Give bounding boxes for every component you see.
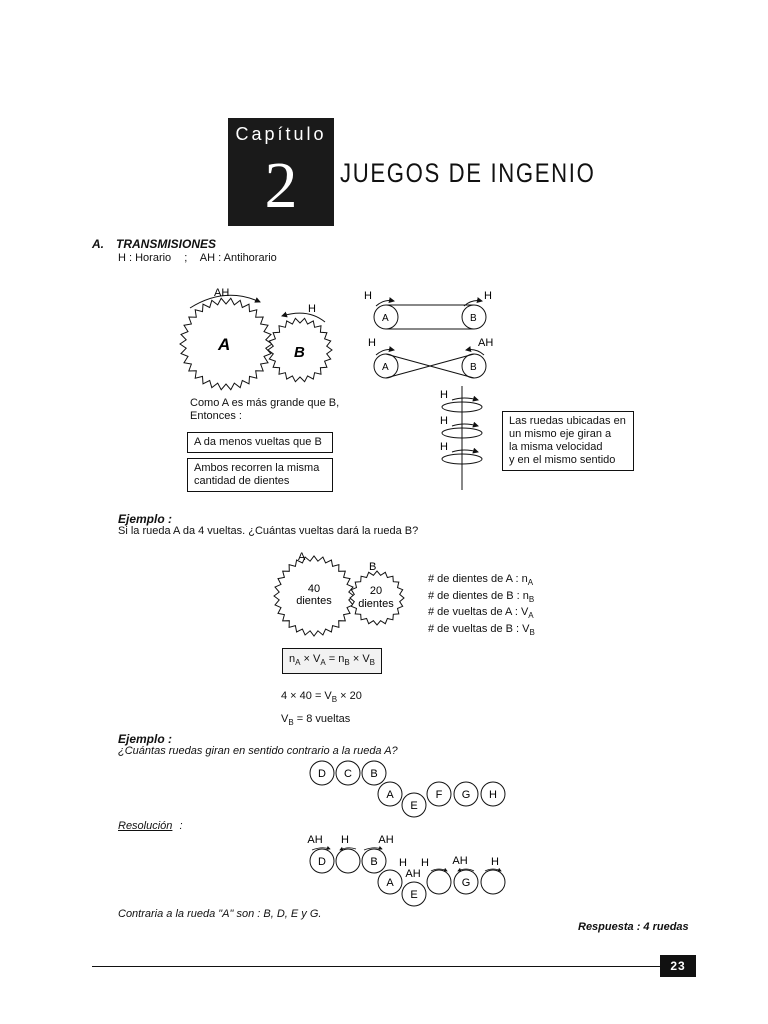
svg-text:D: D (318, 768, 326, 780)
chapter-label: Capítulo (235, 124, 327, 144)
gear-b-dir: H (308, 303, 316, 315)
svg-text:AH: AH (307, 834, 323, 846)
conclusion: Contraria a la rueda "A" son : B, D, E y G. (118, 908, 322, 920)
comparison-box-2: Ambos recorren la misma cantidad de dientes (187, 458, 333, 492)
comparison-box-1: A da menos vueltas que B (187, 432, 333, 453)
definitions: # de dientes de A : $n_A$ # de dientes de B : $n_B$ # de vueltas de A : $V_A$ # de vueltas de B : $V_B$ (428, 573, 535, 638)
svg-text:40: 40 (307, 583, 321, 595)
example2-heading: Ejemplo : (118, 732, 173, 746)
svg-text:AH: AH (452, 855, 468, 867)
svg-text:H: H (440, 415, 448, 427)
svg-text:A: A (382, 313, 389, 324)
chapter-box (228, 118, 334, 226)
svg-text:H: H (440, 389, 448, 401)
gear-a-label: A (218, 335, 231, 354)
legend-sep: ; (184, 252, 188, 264)
chapter-title: JUEGOS DE INGENIO (340, 158, 596, 188)
belt-diagrams (360, 286, 510, 496)
svg-text:B: B (470, 362, 477, 373)
wheel-chain (300, 760, 520, 820)
step2: $V_B = 8$ vueltas (281, 713, 351, 728)
resolution-label: Resolución : (118, 820, 183, 832)
svg-text:C: C (344, 768, 352, 780)
svg-text:F: F (435, 789, 443, 801)
svg-text:dientes: dientes (358, 598, 394, 610)
svg-text:AH: AH (478, 337, 494, 349)
svg-text:E: E (410, 800, 418, 812)
svg-text:H: H (484, 290, 492, 302)
formula-box: $n_A \times V_A = n_B \times V_B$ (282, 648, 382, 674)
legend-h: H : Horario (118, 252, 172, 264)
gear-b-label: B (294, 344, 305, 361)
section-letter: A. (92, 237, 104, 251)
svg-text:E: E (410, 889, 418, 901)
svg-text:G: G (461, 789, 471, 801)
svg-text:H: H (364, 290, 372, 302)
svg-text:AH: AH (378, 834, 394, 846)
svg-text:H: H (440, 441, 448, 453)
answer: Respuesta : 4 ruedas (578, 921, 689, 933)
example1-heading: Ejemplo : (118, 512, 173, 526)
svg-text:B: B (370, 856, 378, 868)
svg-text:H: H (399, 857, 407, 869)
axle-note-box: Las ruedas ubicadas en un mismo eje giran a la misma velocidad y en el mismo sentido (502, 411, 634, 471)
svg-text:AH: AH (405, 868, 421, 880)
svg-text:B: B (470, 313, 477, 324)
svg-text:G: G (461, 877, 471, 889)
svg-text:A: A (386, 877, 394, 889)
svg-text:20: 20 (369, 585, 383, 597)
direction-legend (118, 252, 277, 264)
resolution-chain (300, 830, 520, 910)
svg-text:A: A (382, 362, 389, 373)
svg-text:B: B (369, 561, 377, 573)
svg-text:A: A (386, 789, 394, 801)
svg-text:H: H (421, 857, 429, 869)
example1-gears (266, 550, 416, 640)
svg-text:D: D (318, 856, 326, 868)
svg-text:H: H (491, 856, 499, 868)
svg-text:B: B (370, 768, 378, 780)
svg-text:H: H (489, 789, 497, 801)
example2-question: ¿Cuántas ruedas giran en sentido contrario a la rueda A? (118, 745, 398, 757)
svg-text:H: H (341, 834, 349, 846)
gear-a-dir: AH (214, 287, 230, 299)
svg-text:H: H (368, 337, 376, 349)
legend-ah: AH : Antihorario (199, 252, 277, 264)
page-number: 23 (660, 955, 696, 977)
svg-text:A: A (298, 551, 306, 563)
section-title: TRANSMISIONES (116, 237, 217, 251)
gears-diagram (170, 280, 350, 400)
chapter-number: 2 (264, 149, 298, 222)
comparison-intro: Como A es más grande que B, Entonces : (190, 397, 340, 422)
section-heading (92, 237, 216, 251)
step1: $4 \times 40 = V_B \times 20$ (281, 690, 362, 705)
example1-question: Si la rueda A da 4 vueltas. ¿Cuántas vueltas dará la rueda B? (118, 525, 419, 537)
svg-text:dientes: dientes (296, 595, 332, 607)
footer-rule (92, 966, 696, 967)
